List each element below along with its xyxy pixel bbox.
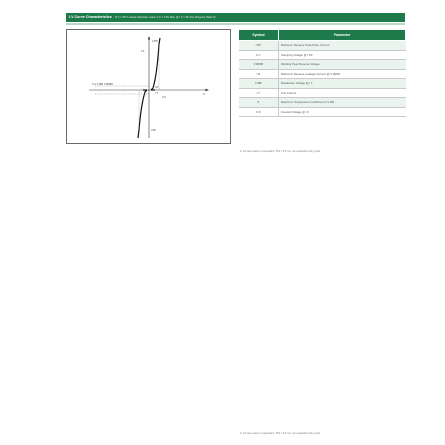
footnote-bottom: 3. 1/2 sine wave or equivalent, PW = 8.3 ms, non-repetitive duty cycle xyxy=(240,432,321,435)
iv-curve-diagram xyxy=(66,29,231,144)
row-parameter: Maximum Reverse Peak Pulse Current xyxy=(279,41,406,51)
label-it: I T xyxy=(155,92,158,95)
row-parameter: Test Current xyxy=(279,88,406,98)
footnote-top: 3. 1/2 sine wave or equivalent, PW = 8.3 ms, non-repetitive duty cycle xyxy=(240,150,321,153)
row-symbol: I T xyxy=(239,88,279,98)
table-row xyxy=(239,98,406,108)
reverse-curve xyxy=(138,90,147,138)
label-if-top: I F xyxy=(141,49,145,53)
table-row xyxy=(239,69,406,79)
row-parameter: Clamping Voltage @ I PP xyxy=(279,50,406,60)
row-symbol: I R xyxy=(239,69,279,79)
label-vf: V F xyxy=(162,96,167,99)
forward-curve xyxy=(151,38,160,90)
header-parameter: Parameter xyxy=(279,30,406,41)
row-parameter: Working Peak Reverse Voltage xyxy=(279,60,406,70)
table-header-row xyxy=(239,30,406,41)
row-symbol: V RWM xyxy=(239,60,279,70)
header-symbol: Symbol xyxy=(239,30,279,41)
row-parameter: Forward Voltage @ I F xyxy=(279,107,406,117)
row-symbol: V F xyxy=(239,107,279,117)
section-divider xyxy=(66,23,405,25)
row-symbol: I PP xyxy=(239,41,279,51)
row-symbol: V C xyxy=(239,50,279,60)
table-row xyxy=(239,50,406,60)
label-ipp-top: I PP xyxy=(152,39,158,43)
label-ir: I R xyxy=(155,86,159,89)
section-title: I-V Curve Characteristics xyxy=(69,15,112,19)
table-row xyxy=(239,88,406,98)
row-symbol: θ xyxy=(239,98,279,108)
iv-curve-svg xyxy=(67,30,232,145)
row-parameter: Maximum Temperature Coefficient of V BR xyxy=(279,98,406,108)
label-left-group: V C V BR V RWM xyxy=(92,83,113,86)
table-row xyxy=(239,107,406,117)
label-v-axis: V xyxy=(203,92,206,96)
row-parameter: Breakdown Voltage @ I T xyxy=(279,79,406,89)
row-symbol: V BR xyxy=(239,79,279,89)
row-parameter: Maximum Reverse Leakage Current @ V RWM xyxy=(279,69,406,79)
section-conditions: (T A = 25°C unless otherwise noted, V F = 3.5V Max. @ I F = 35 A for all types) (Note 3) xyxy=(114,16,216,19)
table-row xyxy=(239,41,406,51)
table-row xyxy=(239,60,406,70)
table-row xyxy=(239,79,406,89)
label-ipp-bottom: I PP xyxy=(151,129,156,132)
current-axis-arrow xyxy=(148,36,150,40)
section-header xyxy=(66,13,405,22)
voltage-axis-arrow xyxy=(206,89,210,91)
parameter-table xyxy=(238,29,406,117)
